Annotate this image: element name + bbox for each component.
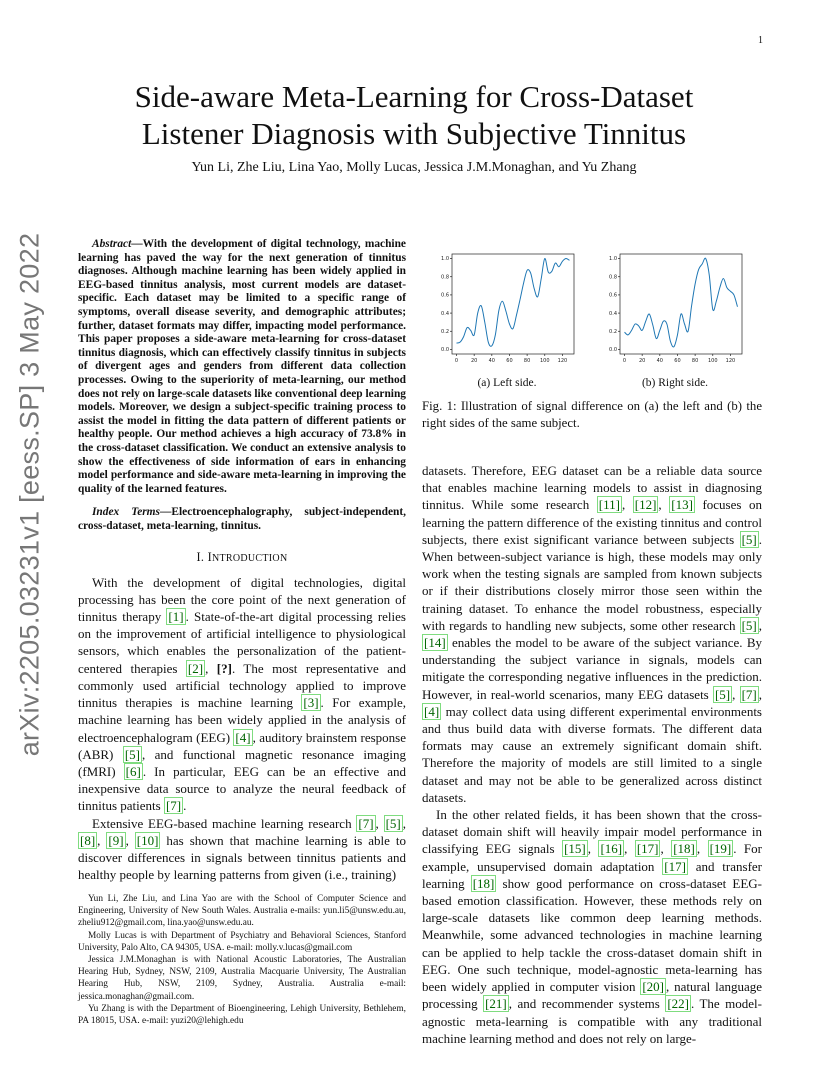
citation-link[interactable]: [13] bbox=[671, 497, 693, 513]
y-tick-label: 0.6 bbox=[609, 292, 617, 299]
citation-link[interactable]: [5] bbox=[124, 746, 140, 762]
citation-link[interactable]: [1] bbox=[168, 609, 184, 625]
right-side-signal-plot bbox=[600, 248, 750, 368]
x-tick-label: 60 bbox=[506, 358, 513, 364]
x-tick-label: 20 bbox=[470, 358, 478, 364]
y-tick-label: 1.0 bbox=[609, 256, 617, 263]
footnote: Molly Lucas is with Department of Psychiatry and Behavioral Sciences, Stanford University, Palo Alto, CA 94305, USA. e-mail: molly.v.lucas@gmail.com bbox=[78, 930, 406, 953]
citation-link[interactable]: [7] bbox=[741, 686, 757, 702]
index-terms bbox=[78, 506, 406, 533]
abstract-text: —With the development of digital technology, machine learning has paved the way for the next generation of tinnitus diagnoses. Although machine learning has been widely applied in EEG-based tinnitus analysis, most current models are dataset-specific. Each dataset may be limited to a specific range of symptoms, overall disease severity, and demographic attributes; further, dataset formats may differ, impacting model performance. This paper proposes a side-aware meta-learning for cross-dataset tinnitus diagnosis, which can effectively classify tinnitus in subjects of divergent ages and genders from different data collection processes. Owing to the superiority of meta-learning, our method does not rely on large-scale datasets like conventional deep learning models. Moreover, we design a subject-specific training process to assist the model in fitting the data pattern of different patients or healthy people. Our method achieves a high accuracy of 73.8% in the cross-dataset classification. We conduct an extensive analysis to show the effectiveness of side information of ears in enhancing model performance and side-aware meta-learning in improving the quality of the learned features. bbox=[78, 238, 406, 495]
y-tick-label: 1.0 bbox=[441, 256, 449, 263]
citation-link[interactable]: [5] bbox=[385, 815, 401, 831]
citation-link[interactable]: [20] bbox=[642, 979, 665, 995]
citation-link[interactable]: [9] bbox=[108, 832, 124, 848]
arxiv-identifier-stamp bbox=[8, 232, 52, 756]
y-tick-label: 0.2 bbox=[441, 328, 449, 335]
y-tick-label: 0.0 bbox=[609, 347, 617, 354]
citation-link[interactable]: [4] bbox=[424, 703, 440, 719]
signal-series-line bbox=[457, 258, 570, 346]
citation-link[interactable]: [22] bbox=[667, 996, 689, 1012]
author-footnotes bbox=[78, 893, 406, 1027]
right-column bbox=[422, 462, 762, 1047]
citation-link[interactable]: [2] bbox=[187, 660, 204, 676]
x-tick-label: 0 bbox=[622, 358, 627, 364]
citation-link[interactable]: [18] bbox=[673, 841, 695, 857]
title-line-2: Listener Diagnosis with Subjective Tinnitus bbox=[141, 116, 687, 151]
section-heading-introduction: I. INTRODUCTION bbox=[196, 550, 288, 565]
citation-link[interactable]: [14] bbox=[424, 635, 446, 651]
plot-frame bbox=[452, 254, 574, 354]
abstract-label: Abstract bbox=[92, 238, 132, 250]
figure-caption: Fig. 1: Illustration of signal difference on (a) the left and (b) the right sides of the same subject. bbox=[422, 399, 762, 430]
citation-link[interactable]: [12] bbox=[634, 497, 657, 513]
citation-link[interactable]: [5] bbox=[714, 686, 731, 702]
x-tick-label: 0 bbox=[454, 358, 459, 364]
y-tick-label: 0.0 bbox=[441, 347, 449, 354]
signal-series-line bbox=[625, 258, 738, 347]
x-tick-label: 80 bbox=[691, 358, 699, 364]
x-tick-label: 120 bbox=[725, 358, 736, 364]
left-column bbox=[78, 238, 406, 883]
footnote: Jessica J.M.Monaghan is with National Acoustic Laboratories, The Australian Hearing Hub, Sydney, NSW, 2109, Australia Macquarie University, The Australian Hearing Hub, NSW, 2109, Sydney, Australia. Australia e-mail: jessica.monaghan@gmail.com. bbox=[78, 955, 406, 1002]
author-list: Yun Li, Zhe Liu, Lina Yao, Molly Lucas, Jessica J.M.Monaghan, and Yu Zhang bbox=[191, 160, 637, 175]
subcaption-b: (b) Right side. bbox=[641, 377, 709, 389]
citation-link[interactable]: [17] bbox=[636, 841, 659, 857]
citation-link[interactable]: [19] bbox=[709, 841, 732, 857]
citation-link[interactable]: [21] bbox=[485, 996, 507, 1012]
y-tick-label: 0.8 bbox=[441, 274, 449, 281]
abstract bbox=[78, 238, 406, 496]
intro-paragraph-2: Extensive EEG-based machine learning research [7] , [5] , [8] , [9] , [10] has shown that machine learning is able to discover differences in signals between tinnitus patients and healthy people by learning patterns from given (i.e., training) bbox=[78, 815, 406, 883]
citation-link[interactable]: [10] bbox=[136, 832, 159, 848]
y-tick-label: 0.4 bbox=[441, 310, 449, 317]
citation-link[interactable]: [6] bbox=[125, 763, 141, 779]
citation-link[interactable]: [5] bbox=[741, 531, 757, 547]
arxiv-stamp-text: arXiv:2205.03231v1 [eess.SP] 3 May 2022 bbox=[14, 232, 45, 756]
x-tick-label: 20 bbox=[638, 358, 646, 364]
footnote: Yun Li, Zhe Liu, and Lina Yao are with the School of Computer Science and Engineering, University of New South Wales. Australia e-mails: yun.li5@unsw.edu.au, zheliu912@gmail.com, lina.yao@unsw.edu.au. bbox=[78, 894, 406, 929]
index-terms-label: Index Terms bbox=[92, 506, 160, 519]
paper-title bbox=[60, 78, 768, 152]
x-tick-label: 80 bbox=[523, 358, 531, 364]
plot-frame bbox=[620, 254, 742, 354]
x-tick-label: 120 bbox=[557, 358, 568, 364]
x-tick-label: 60 bbox=[674, 358, 681, 364]
right-paragraph-1: datasets. Therefore, EEG dataset can be a reliable data source that enables machine learning models to assist in diagnosing tinnitus. While some research [11] , [12] , [13] focuses on learning the pattern difference of the existing tinnitus and control subjects, there exist significant variance between subjects [5] . When between-subject variance is high, these models may only work when the testing signals are sampled from known subjects or if their distributions closely mirror those seen within the training dataset. To enhance the model robustness, especially with regards to handling new subjects, some other research [5] , [14] enables the model to be aware of the subject variance. By understanding the subject variance in signals, models can mitigate the corresponding negative influences in the prediction. However, in real-world scenarios, many EEG datasets [5] , [7] , [4] may collect data using different experimental environments and thus build data with diverse formats. The different data formats may cause an extremely significant domain shift. Therefore the majority of models are still limited to a single dataset and may not be able to be generalized across distinct datasets. bbox=[422, 463, 763, 805]
left-side-signal-plot bbox=[432, 248, 582, 368]
y-tick-label: 0.6 bbox=[441, 292, 449, 299]
intro-paragraph-1: With the development of digital technologies, digital processing has been the core point of the next generation of tinnitus therapy [1] . State-of-the-art digital processing relies on the improvement of artificial intelligence to physiological sensors, which enables the personalization of the patient-centered therapies [2] , [?]. The most representative and commonly used artificial technology applied to improve tinnitus therapies is machine learning [3] . For example, machine learning has been widely applied in the analysis of electroencephalogram (EEG) [4] , auditory brainstem response (ABR) [5] , and functional magnetic resonance imaging (fMRI) [6] . In particular, EEG can be an effective and inexpensive data source to analyze the neural feedback of tinnitus patients [7] . bbox=[78, 574, 407, 814]
citation-link[interactable]: [16] bbox=[600, 841, 623, 857]
citation-link[interactable]: [5] bbox=[741, 617, 757, 633]
subcaption-a: (a) Left side. bbox=[477, 377, 537, 389]
y-tick-label: 0.2 bbox=[609, 328, 617, 335]
page-number: 1 bbox=[758, 35, 763, 46]
citation-link[interactable]: [17] bbox=[664, 858, 686, 874]
x-tick-label: 100 bbox=[707, 358, 718, 364]
citation-link[interactable]: [11] bbox=[598, 497, 620, 513]
x-tick-label: 40 bbox=[656, 358, 664, 364]
x-tick-label: 100 bbox=[539, 358, 550, 364]
citation-link[interactable]: [7] bbox=[165, 798, 182, 814]
footnote: Yu Zhang is with the Department of Bioengineering, Lehigh University, Bethlehem, PA 18015, USA. e-mail: yuzi20@lehigh.edu bbox=[78, 1003, 406, 1027]
x-tick-label: 40 bbox=[488, 358, 496, 364]
missing-citation: [?] bbox=[216, 660, 232, 676]
y-tick-label: 0.4 bbox=[609, 310, 617, 317]
title-line-1: Side-aware Meta-Learning for Cross-Dataset bbox=[134, 79, 694, 114]
citation-link[interactable]: [15] bbox=[564, 841, 586, 857]
citation-link[interactable]: [3] bbox=[303, 695, 319, 711]
citation-link[interactable]: [7] bbox=[358, 815, 374, 831]
index-terms-text: —Electroencephalography, subject-independent, cross-dataset, meta-learning, tinnitus. bbox=[78, 506, 406, 532]
citation-link[interactable]: [4] bbox=[235, 729, 251, 745]
citation-link[interactable]: [8] bbox=[80, 832, 96, 848]
y-tick-label: 0.8 bbox=[609, 274, 617, 281]
citation-link[interactable]: [18] bbox=[472, 875, 495, 891]
right-paragraph-2: In the other related fields, it has been shown that the cross-dataset domain shift will heavily impair model performance in classifying EEG signals [15] , [16] , [17] , [18] , [19] . For example, unsupervised domain adaptation [17] and transfer learning [18] show good performance on cross-dataset EEG-based emotion classification. However, these methods rely on large-scale datasets like common deep learning methods. Meanwhile, some advanced technologies in machine learning can be applied to help tackle the cross-dataset domain shift in EEG. One such technique, model-agnostic meta-learning has been widely applied in computer vision [20] , natural language processing [21] , and recommender systems [22] . The model-agnostic meta-learning is compatible with any traditional machine learning method and does not rely on large- bbox=[422, 807, 762, 1046]
